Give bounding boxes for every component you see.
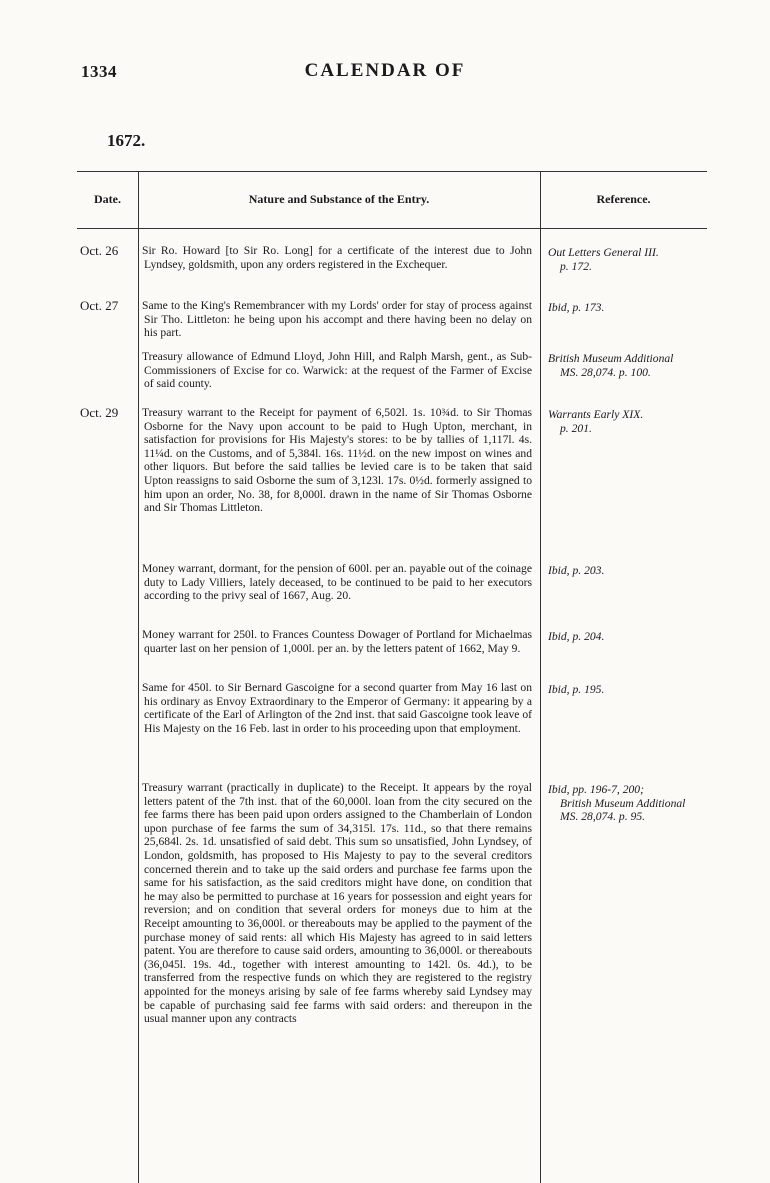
entry-reference [548, 352, 706, 379]
year-heading: 1672. [107, 131, 146, 150]
reference-line: Out Letters General III. [548, 246, 659, 259]
running-title: CALENDAR OF [304, 60, 466, 81]
entry-text: Treasury warrant to the Receipt for payment of 6,502l. 1s. 10¾d. to Sir Thomas Osborne for the Navy upon account to be paid to Hugh Upton, merchant, in satisfaction for provisions for His Majesty's stores: to be by tallies of 1,117l. 4s. 11¼d. on the Customs, and of 5,384l. 16s. 11½d. on the new impost on wines and other liquors. But before the said tallies be levied care is to be taken that said Upton reassigns to said Osborne the sum of 3,123l. 17s. 0½d. formerly assigned to him upon an order, No. 38, for 8,000l. drawn in the name of Sir Thomas Osborne and Sir Thomas Littleton. [142, 406, 532, 515]
column-divider-reference [540, 171, 541, 1183]
reference-line: Ibid, p. 195. [548, 683, 605, 696]
reference-line: Warrants Early XIX. [548, 408, 644, 421]
reference-line: British Museum Additional [548, 352, 674, 365]
reference-line: MS. 28,074. p. 100. [560, 365, 651, 379]
entry-text: Same for 450l. to Sir Bernard Gascoigne for a second quarter from May 16 last on his ordinary as Envoy Extraordinary to the Emperor of Germany: it appearing by a certificate of the Earl of Arlington of the 2nd inst. that said Gascoigne took leave of His Majesty on the 16 Feb. last in order to his proceeding upon that employment. [142, 681, 532, 735]
entry-text: Sir Ro. Howard [to Sir Ro. Long] for a certificate of the interest due to John Lyndsey, goldsmith, upon any orders registered in the Exchequer. [142, 244, 532, 271]
entry-text: Treasury warrant (practically in duplicate) to the Receipt. It appears by the royal letters patent of the 7th inst. that of the 60,000l. loan from the city secured on the fee farms there has been paid upon orders assigned to the Chamberlain of London upon purchase of fee farms the sum of 34,315l. 17s. 11d., so that there remains 25,684l. 2s. 1d. unsatisfied of said debt. This sum so unsatisfied, John Lyndsey, of London, goldsmith, has proposed to His Majesty to pay to the several creditors concerned therein and to take up the said orders and purchase fee farms upon the same for his satisfaction, as the said creditors might have done, on condition that he may also be permitted to purchase at 16 years for possession and eight years for reversion; and on condition that several orders for moneys due to him at the Receipt amounting to 36,000l. or thereabouts may be applied to the payment of the purchase money of said rents: all which His Majesty has agreed to in said letters patent. You are therefore to cause said orders, amounting to 36,000l. or thereabouts (36,045l. 19s. 4d., together with interest amounting to 142l. 0s. 4d.), to be transferred from the respective funds on which they are registered to the registry appointed for the moneys arising by sale of fee farms whereby said Lyndsey may be capable of purchasing said fee farms with said orders: and thereupon in the usual manner upon any contracts [142, 781, 532, 1026]
reference-line: p. 201. [560, 421, 592, 435]
column-header-date: Date. [94, 192, 121, 206]
reference-line: British Museum Additional MS. 28,074. p. 95. [560, 796, 686, 824]
table-rule-top [77, 171, 707, 172]
reference-line: p. 172. [560, 259, 592, 273]
entry-reference [548, 246, 706, 273]
reference-line: Ibid, p. 204. [548, 630, 605, 643]
reference-line: Ibid, p. 173. [548, 301, 605, 314]
entry-date: Oct. 29 [80, 405, 119, 420]
column-header-nature: Nature and Substance of the Entry. [248, 192, 430, 206]
table-rule-header [77, 228, 707, 229]
entry-text: Treasury allowance of Edmund Lloyd, John Hill, and Ralph Marsh, gent., as Sub-Commissioners of Excise for co. Warwick: at the request of the Farmer of Excise of said county. [142, 350, 532, 391]
column-header-reference: Reference. [596, 192, 651, 206]
entry-text: Money warrant for 250l. to Frances Countess Dowager of Portland for Michaelmas quarter last on her pension of 1,000l. per an. by the letters patent of 1662, May 9. [142, 628, 532, 655]
reference-line: Ibid, p. 203. [548, 564, 605, 577]
entry-reference [548, 301, 706, 315]
entry-reference [548, 683, 706, 697]
reference-line: Ibid, pp. 196-7, 200; [548, 783, 644, 796]
entry-reference [548, 630, 706, 644]
page-number: 1334 [81, 62, 117, 81]
entry-reference [548, 564, 706, 578]
entry-text: Same to the King's Remembrancer with my Lords' order for stay of process against Sir Tho. Littleton: he being upon his accompt and there having been no delay on his part. [142, 299, 532, 340]
entry-date: Oct. 27 [80, 298, 119, 313]
entry-text: Money warrant, dormant, for the pension of 600l. per an. payable out of the coinage duty to Lady Villiers, lately deceased, to be continued to be paid to her executors according to the privy seal of 1667, Aug. 20. [142, 562, 532, 603]
entry-reference [548, 783, 706, 824]
entry-reference [548, 408, 706, 435]
column-divider-date [138, 171, 139, 1183]
entry-date: Oct. 26 [80, 243, 119, 258]
